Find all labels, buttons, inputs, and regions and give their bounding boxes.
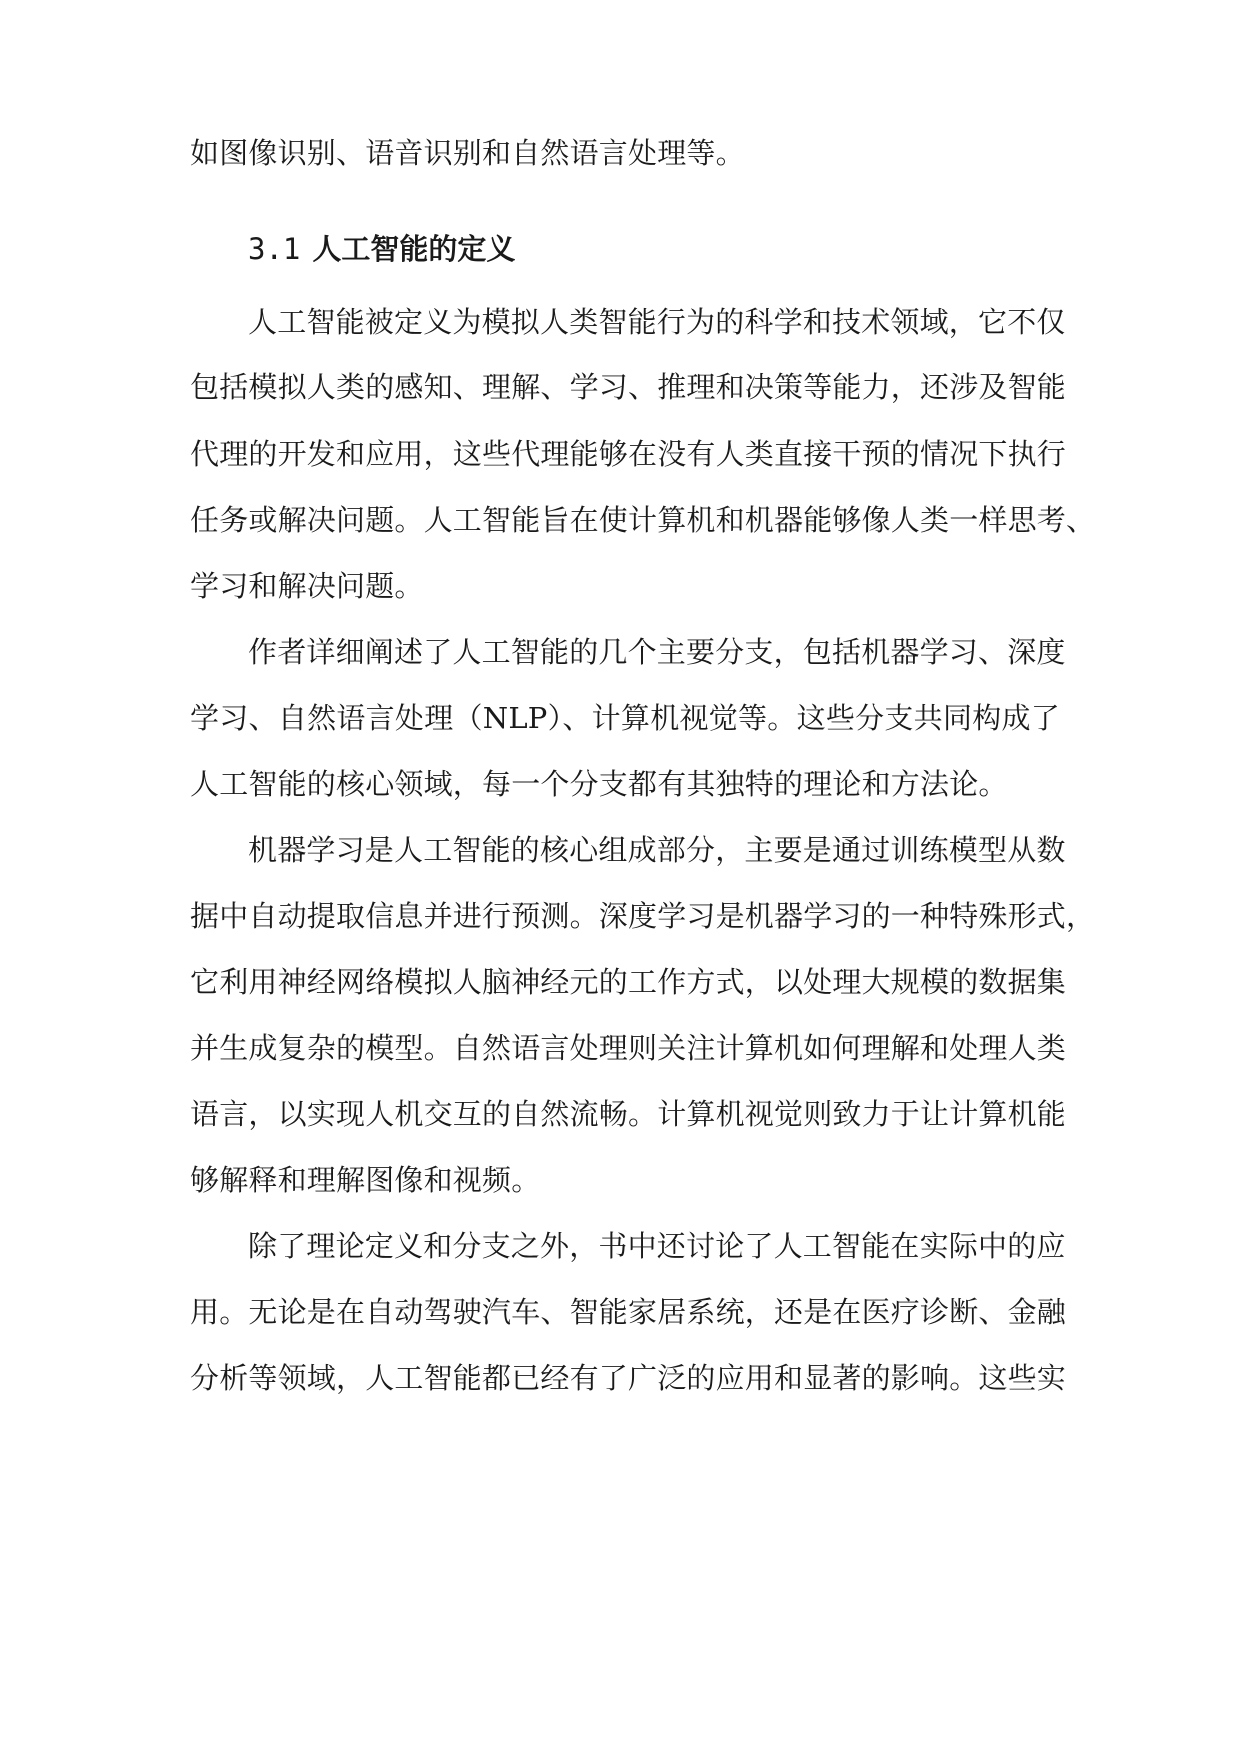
paragraph-line: 语言，以实现人机交互的自然流畅。计算机视觉则致力于让计算机能	[190, 1097, 1067, 1131]
paragraph-line: 人工智能被定义为模拟人类智能行为的科学和技术领域，它不仅	[248, 305, 1066, 339]
paragraph-line: 分析等领域，人工智能都已经有了广泛的应用和显著的影响。这些实	[190, 1361, 1067, 1395]
intro-line: 如图像识别、语音识别和自然语言处理等。	[190, 136, 745, 170]
paragraph-line: 除了理论定义和分支之外，书中还讨论了人工智能在实际中的应	[248, 1229, 1066, 1263]
paragraph-line: 人工智能的核心领域，每一个分支都有其独特的理论和方法论。	[190, 767, 1008, 801]
paragraph-line: 作者详细阐述了人工智能的几个主要分支，包括机器学习、深度	[248, 635, 1066, 669]
section-heading	[248, 229, 515, 269]
paragraph-line: 学习和解决问题。	[190, 569, 424, 603]
paragraph-line: 代理的开发和应用，这些代理能够在没有人类直接干预的情况下执行	[190, 437, 1067, 471]
paragraph-line: 用。无论是在自动驾驶汽车、智能家居系统，还是在医疗诊断、金融	[190, 1295, 1067, 1329]
paragraph-line: 任务或解决问题。人工智能旨在使计算机和机器能够像人类一样思考、	[190, 503, 1096, 537]
section-title: 人工智能的定义	[312, 232, 516, 266]
paragraph-line: 它利用神经网络模拟人脑神经元的工作方式，以处理大规模的数据集	[190, 965, 1067, 999]
paragraph-line: 够解释和理解图像和视频。	[190, 1163, 541, 1197]
paragraph-line: 学习、自然语言处理（NLP）、计算机视觉等。这些分支共同构成了	[190, 701, 1060, 735]
section-number: 3.1	[248, 232, 301, 266]
paragraph-line: 机器学习是人工智能的核心组成部分，主要是通过训练模型从数	[248, 833, 1066, 867]
paragraph-line: 包括模拟人类的感知、理解、学习、推理和决策等能力，还涉及智能	[190, 370, 1067, 404]
paragraph-line: 并生成复杂的模型。自然语言处理则关注计算机如何理解和处理人类	[190, 1031, 1067, 1065]
paragraph-line: 据中自动提取信息并进行预测。深度学习是机器学习的一种特殊形式，	[190, 899, 1096, 933]
